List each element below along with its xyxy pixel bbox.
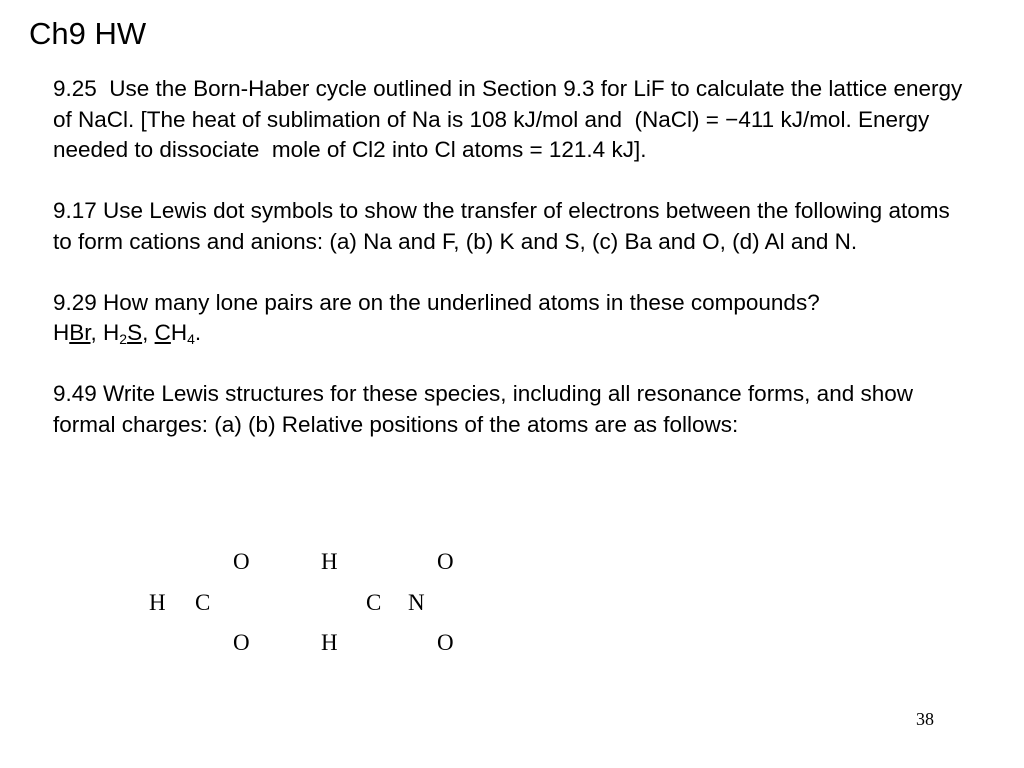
h2s-subscript: 2 [119,331,128,347]
hbr-underlined-atom: Br [69,320,91,345]
slide-title: Ch9 HW [29,16,147,51]
compound-end: . [194,320,202,345]
species-b-top-hydrogen: H [321,549,338,574]
ch4-subscript: 4 [187,331,195,347]
hbr-h: H [53,320,70,345]
ch4-underlined-atom: C [154,320,171,345]
ch4-h: H [170,320,188,345]
species-b-bottom-oxygen: O [437,630,454,655]
problem-9-25-text: 9.25 Use the Born-Haber cycle outlined in Section 9.3 for LiF to calculate the lattice energy of NaCl. [The heat of sublimation of Na is 108 kJ/mol and (NaCl) = −411 kJ/mol. Energy needed to dissociate mole of Cl2 into Cl atoms = 121.4 kJ]. [53,76,969,162]
h2s-underlined-atom: S [127,320,143,345]
species-b-bottom-hydrogen: H [321,630,338,655]
species-a-carbon: C [195,590,211,615]
species-a-top-oxygen: O [233,549,250,574]
problem-9-17-text: 9.17 Use Lewis dot symbols to show the transfer of electrons between the following atoms to form cations and anions: (a) Na and F, (b) K and S, (c) Ba and O, (d) Al and N. [53,198,956,254]
species-b-carbon: C [366,590,382,615]
species-a-bottom-oxygen: O [233,630,250,655]
compound-separator: , [90,320,104,345]
species-a-hydrogen: H [149,590,166,615]
h2s-h: H [103,320,120,345]
problem-9-49-text: 9.49 Write Lewis structures for these species, including all resonance forms, and show formal charges: (a) (b) Relative positions of the atoms are as follows: [53,381,920,437]
species-b-top-oxygen: O [437,549,454,574]
species-b-nitrogen: N [408,590,425,615]
problem-9-29-question: 9.29 How many lone pairs are on the underlined atoms in these compounds? [53,289,820,315]
compound-separator: , [142,320,155,345]
page-number: 38 [916,709,934,729]
